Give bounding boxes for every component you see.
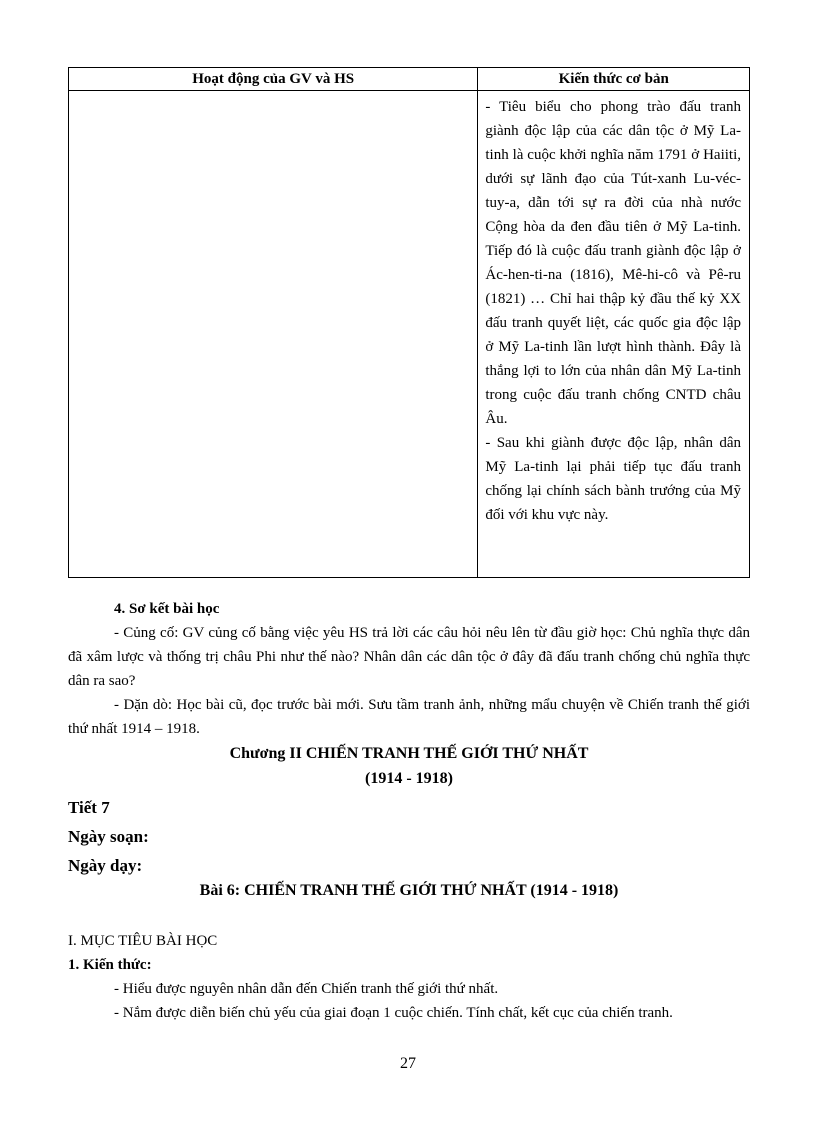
document-body: [68, 597, 750, 1025]
objective-item: - Nắm được diễn biến chủ yếu của giai đoạn 1 cuộc chiến. Tính chất, kết cục của chiến tranh.: [114, 1005, 673, 1021]
header-basic-knowledge: Kiến thức cơ bản: [478, 68, 750, 91]
knowledge-cell: [478, 91, 750, 578]
chapter-title: Chương II CHIẾN TRANH THẾ GIỚI THỨ NHẤT: [229, 745, 589, 762]
lesson-period: Tiết 7: [68, 798, 110, 817]
lesson-table: [68, 67, 750, 578]
objective-item: - Hiểu được nguyên nhân dẫn đến Chiến tranh thế giới thứ nhất.: [114, 981, 499, 997]
table-row: [69, 91, 750, 578]
header-teacher-student-activities: Hoạt động của GV và HS: [69, 68, 478, 91]
knowledge-content: [478, 91, 749, 577]
prep-date: Ngày soạn:: [68, 827, 149, 846]
summary-consolidate: - Củng cố: GV củng cố bằng việc yêu HS trả lời các câu hỏi nêu lên từ đầu giờ học: Chủ nghĩa thực dân đã xâm lược và thống trị châu Phi như thế nào? Nhân dân các dân tộc ở đây đã đấu tranh chống chủ nghĩa thực dân ra sao?: [68, 625, 750, 689]
chapter-years: (1914 - 1918): [365, 770, 453, 787]
knowledge-paragraph: - Sau khi giành được độc lập, nhân dân Mỹ La-tinh lại phải tiếp tục đấu tranh chống lại chính sách bành trướng của Mỹ đối với khu vực này.: [485, 435, 741, 523]
teach-date: Ngày dạy:: [68, 856, 143, 875]
knowledge-heading: 1. Kiến thức:: [68, 957, 152, 973]
knowledge-paragraph: - Tiêu biểu cho phong trào đấu tranh giành độc lập của các dân tộc ở Mỹ La-tinh là cuộc khởi nghĩa năm 1791 ở Haiiti, dưới sự lãnh đạo của Tút-xanh Lu-véc-tuy-a, dẫn tới sự ra đời của nhà nước Cộng hòa da đen đầu tiên ở Mỹ La-tinh. Tiếp đó là cuộc đấu tranh giành độc lập ở Ác-hen-ti-na (1816), Mê-hi-cô và Pê-ru (1821) … Chỉ hai thập kỷ đầu thế kỷ XX đấu tranh quyết liệt, các quốc gia độc lập ở Mỹ La-tinh lần lượt hình thành. Đây là thắng lợi to lớn của nhân dân Mỹ La-tinh trong cuộc đấu tranh chống CNTD châu Âu.: [485, 99, 741, 427]
page-number: 27: [400, 1055, 416, 1072]
objectives-heading: I. MỤC TIÊU BÀI HỌC: [68, 933, 218, 949]
summary-heading: 4. Sơ kết bài học: [114, 601, 220, 617]
activities-cell: [69, 91, 478, 578]
summary-homework: - Dặn dò: Học bài cũ, đọc trước bài mới. Sưu tầm tranh ảnh, những mẩu chuyện về Chiến tranh thế giới thứ nhất 1914 – 1918.: [68, 697, 750, 737]
table-header-row: [69, 68, 750, 91]
lesson-title: Bài 6: CHIẾN TRANH THẾ GIỚI THỨ NHẤT (1914 - 1918): [199, 882, 619, 899]
